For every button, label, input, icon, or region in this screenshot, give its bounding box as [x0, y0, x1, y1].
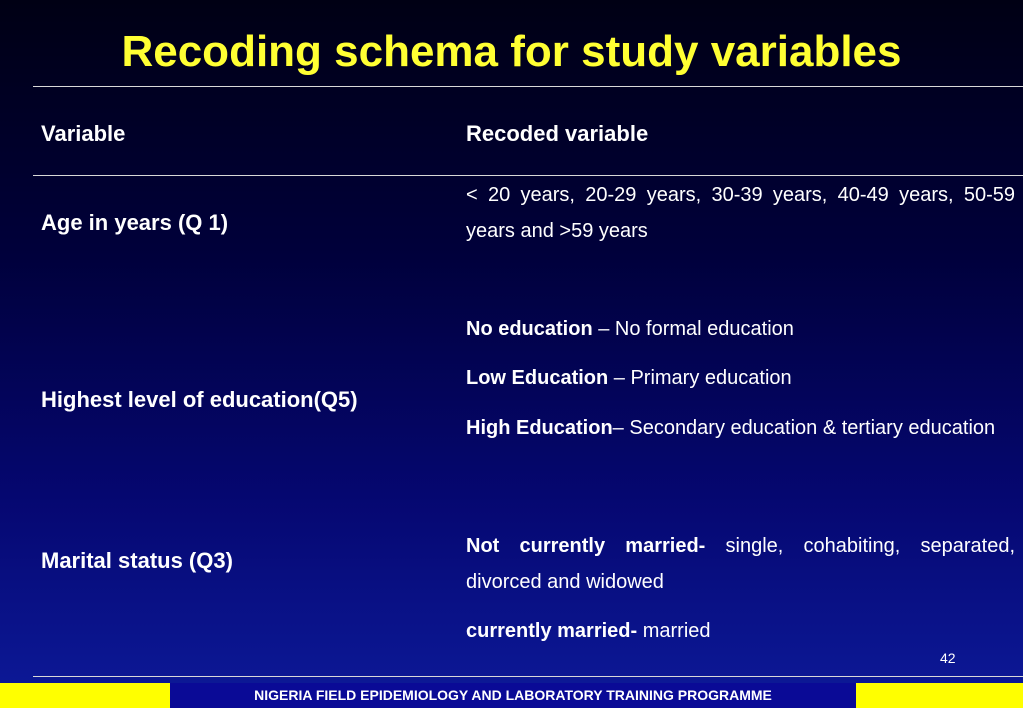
marital-married-text: married [637, 620, 711, 642]
row-marital-line-1 [466, 528, 1015, 600]
header-recoded-variable: Recoded variable [466, 121, 649, 146]
row-education-line-3 [466, 410, 1015, 446]
page-number: 42 [940, 650, 956, 666]
footer-bar [0, 683, 1023, 708]
education-low-text: – Primary education [608, 367, 792, 389]
table-bottom-rule [33, 676, 1023, 677]
row-education-line-1 [466, 311, 1015, 347]
marital-married-label: currently married- [466, 620, 638, 642]
footer-text: NIGERIA FIELD EPIDEMIOLOGY AND LABORATORY TRAINING PROGRAMME [170, 683, 856, 708]
row-age-variable: Age in years (Q 1) [41, 210, 229, 235]
education-none-text: – No formal education [592, 318, 794, 340]
marital-not-married-text: single, cohabiting, separated, divorced and widowed [466, 535, 1015, 593]
age-recoded-text: < 20 years, 20-29 years, 30-39 years, 40-49 years, 50-59 years and >59 years [466, 184, 1015, 242]
row-marital-line-2 [466, 613, 1015, 649]
education-high-label: High Education [466, 417, 613, 439]
row-education-variable: Highest level of education(Q5) [41, 387, 358, 412]
marital-not-married-label: Not currently married- [466, 535, 706, 557]
table-top-rule [33, 86, 1023, 87]
education-low-label: Low Education [466, 367, 609, 389]
slide-title: Recoding schema for study variables [121, 27, 902, 76]
row-education-line-2 [466, 360, 1015, 396]
education-none-label: No education [466, 318, 593, 340]
education-high-text: – Secondary education & tertiary education [612, 417, 996, 439]
header-rule [33, 175, 1023, 176]
row-age-recoded [466, 177, 1015, 249]
header-variable: Variable [41, 121, 126, 146]
row-marital-variable: Marital status (Q3) [41, 548, 233, 573]
